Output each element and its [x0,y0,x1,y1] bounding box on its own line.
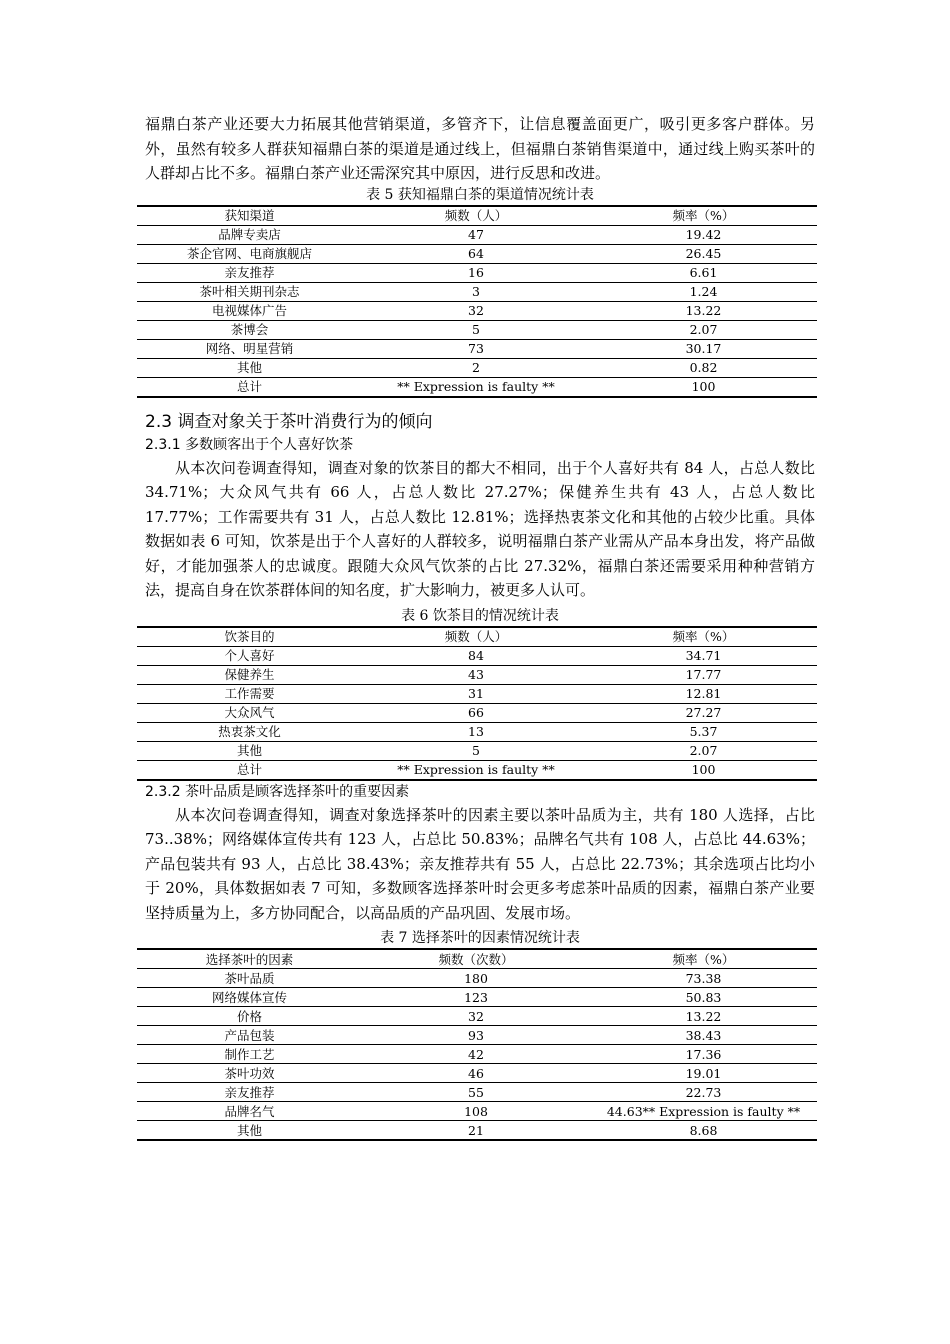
table-cell: 5 [362,320,590,339]
table-row [137,1007,817,1026]
table-cell: 123 [362,988,590,1007]
table-cell: 55 [362,1083,590,1102]
table5 [137,205,817,398]
table-cell: 13.22 [590,1007,817,1026]
table-row [137,684,817,703]
table-header-cell: 频率（%） [590,206,817,226]
table-cell: 2.07 [590,320,817,339]
table-cell: 13.22 [590,301,817,320]
table6-body [137,646,817,780]
table-row [137,1064,817,1083]
table-cell: 22.73 [590,1083,817,1102]
table-cell: 12.81 [590,684,817,703]
table5-body [137,225,817,397]
table-cell: 16 [362,263,590,282]
table-cell: 价格 [137,1007,362,1026]
intro-paragraph: 福鼎白茶产业还要大力拓展其他营销渠道，多管齐下，让信息覆盖面更广，吸引更多客户群体。另外，虽然有较多人群获知福鼎白茶的渠道是通过线上，但福鼎白茶销售渠道中，通过线上购买茶叶的人群却占比不多。福鼎白茶产业还需深究其中原因，进行反思和改进。 [145,115,815,182]
table-cell: 保健养生 [137,665,362,684]
table-row [137,969,817,988]
table-cell: 亲友推荐 [137,263,362,282]
table7-body [137,969,817,1141]
table-cell: 17.77 [590,665,817,684]
table-cell: 34.71 [590,646,817,665]
table-cell: 亲友推荐 [137,1083,362,1102]
table-cell: 50.83 [590,988,817,1007]
paragraph-2-3-2: 从本次问卷调查得知，调查对象选择茶叶的因素主要以茶叶品质为主，共有 180 人选择，占比 73..38%；网络媒体宣传共有 123 人，占总比 50.83%；品牌名气共有 108 人，占总比 44.63%；产品包装共有 93 人，占总比 38.43%；亲友推荐共有 55 人，占总比 22.73%；其余选项占比均小于 20%，具体数据如表 7 可知，多数顾客选择茶叶时会更多考虑茶叶品质的因素，福鼎白茶产业要坚持质量为上，多方协同配合，以高品质的产品巩固、发展市场。 [145,805,815,922]
table-header-cell: 频数（人） [362,206,590,226]
table-cell: 6.61 [590,263,817,282]
table7-caption: 表 7 选择茶叶的因素情况统计表 [380,930,580,946]
table-cell: 其他 [137,358,362,377]
table-cell: 43 [362,665,590,684]
table-cell: 茶叶功效 [137,1064,362,1083]
table-header-cell: 频率（%） [590,627,817,647]
table-cell: 品牌专卖店 [137,225,362,244]
table-row [137,1026,817,1045]
document-page [145,112,815,1141]
table-cell: 30.17 [590,339,817,358]
table-cell: 茶博会 [137,320,362,339]
table-row [137,1045,817,1064]
table-row [137,339,817,358]
table-cell: 180 [362,969,590,988]
table5-caption: 表 5 获知福鼎白茶的渠道情况统计表 [366,186,594,203]
table-cell: 总计 [236,762,262,777]
table-cell: 44.63** Expression is faulty ** [590,1102,817,1121]
table-cell: 其他 [236,1122,262,1138]
table-cell: 5 [362,741,590,760]
table-cell: 网络、明星营销 [137,339,362,358]
table-cell: 工作需要 [137,684,362,703]
table-row [137,722,817,741]
table-cell: 42 [362,1045,590,1064]
table-cell: 46 [362,1064,590,1083]
table-cell: 个人喜好 [137,646,362,665]
table-header-row [137,206,817,226]
table-cell: 茶叶品质 [137,969,362,988]
table-cell: 2.07 [590,741,817,760]
table-row [137,377,817,397]
table-cell: 19.42 [590,225,817,244]
table-cell: 大众风气 [137,703,362,722]
table-row [137,665,817,684]
table-cell: 品牌名气 [137,1102,362,1121]
table-row [137,358,817,377]
table-cell: 66 [362,703,590,722]
table-cell: 2 [362,358,590,377]
table-cell: 0.82 [590,358,817,377]
table7 [137,948,817,1141]
table-row [137,1083,817,1102]
table-cell: 84 [362,646,590,665]
table-header-cell: 选择茶叶的因素 [137,949,362,969]
table-row [137,225,817,244]
table-cell: 制作工艺 [137,1045,362,1064]
table6-caption: 表 6 饮茶目的情况统计表 [401,607,559,624]
table-cell: 32 [362,301,590,320]
table-cell: 26.45 [590,244,817,263]
table-cell: 64 [362,244,590,263]
table-row [137,646,817,665]
table-row [137,1102,817,1121]
section-heading-2-3: 2.3 调查对象关于茶叶消费行为的倾向 [145,411,433,432]
table-row [137,988,817,1007]
table-cell: 茶叶相关期刊杂志 [137,282,362,301]
table-row [137,282,817,301]
table-header-row [137,949,817,969]
table-cell: 19.01 [590,1064,817,1083]
table-row [137,244,817,263]
table-cell: 其他 [137,741,362,760]
table-cell: 电视媒体广告 [137,301,362,320]
section-heading-2-3-2: 2.3.2 茶叶品质是顾客选择茶叶的重要因素 [145,783,410,800]
table-cell: 5.37 [590,722,817,741]
table-header-cell: 频数（次数） [362,949,590,969]
table-cell: 47 [362,225,590,244]
table-cell: 产品包装 [137,1026,362,1045]
table-cell: 1.24 [590,282,817,301]
table-cell: 100 [691,379,716,394]
table-cell: 热衷茶文化 [137,722,362,741]
table-row [137,1121,817,1141]
table-cell: 总计 [236,379,262,394]
table-cell: 73 [362,339,590,358]
table-cell: 3 [362,282,590,301]
table-cell: 8.68 [689,1122,718,1138]
table-header-cell: 频数（人） [362,627,590,647]
table-cell: 38.43 [590,1026,817,1045]
table-cell: 27.27 [590,703,817,722]
table-row [137,760,817,780]
table-cell: 31 [362,684,590,703]
table-cell: 108 [362,1102,590,1121]
table-cell: 93 [362,1026,590,1045]
table-header-cell: 饮茶目的 [137,627,362,647]
table-row [137,320,817,339]
table-header-row [137,627,817,647]
table-header-cell: 获知渠道 [137,206,362,226]
table-cell: ** Expression is faulty ** [397,762,555,777]
table-cell: 13 [362,722,590,741]
table-cell: 73.38 [590,969,817,988]
table-cell: 网络媒体宣传 [137,988,362,1007]
table-header-cell: 频率（%） [590,949,817,969]
table-cell: ** Expression is faulty ** [397,379,555,394]
table-cell: 茶企官网、电商旗舰店 [137,244,362,263]
table-cell: 17.36 [590,1045,817,1064]
table-cell: 100 [691,762,716,777]
table-cell: 21 [468,1122,484,1138]
table-row [137,703,817,722]
section-heading-2-3-1: 2.3.1 多数顾客出于个人喜好饮茶 [145,436,354,453]
paragraph-2-3-1: 从本次问卷调查得知，调查对象的饮茶目的都大不相同，出于个人喜好共有 84 人，占总人数比 34.71%；大众风气共有 66 人，占总人数比 27.27%；保健养生共有 43 人，占总人数比 17.77%；工作需要共有 31 人，占总人数比 12.81%；选择热衷茶文化和其他的占较少比重。具体数据如表 6 可知，饮茶是出于个人喜好的人群较多，说明福鼎白茶产业需从产品本身出发，将产品做好，才能加强茶人的忠诚度。跟随大众风气饮茶的占比 27.32%，福鼎白茶还需要采用种种营销方法，提高自身在饮茶群体间的知名度，扩大影响力，被更多人认可。 [145,458,815,599]
table-row [137,301,817,320]
table-row [137,263,817,282]
table6 [137,626,817,781]
table-cell: 32 [362,1007,590,1026]
table-row [137,741,817,760]
